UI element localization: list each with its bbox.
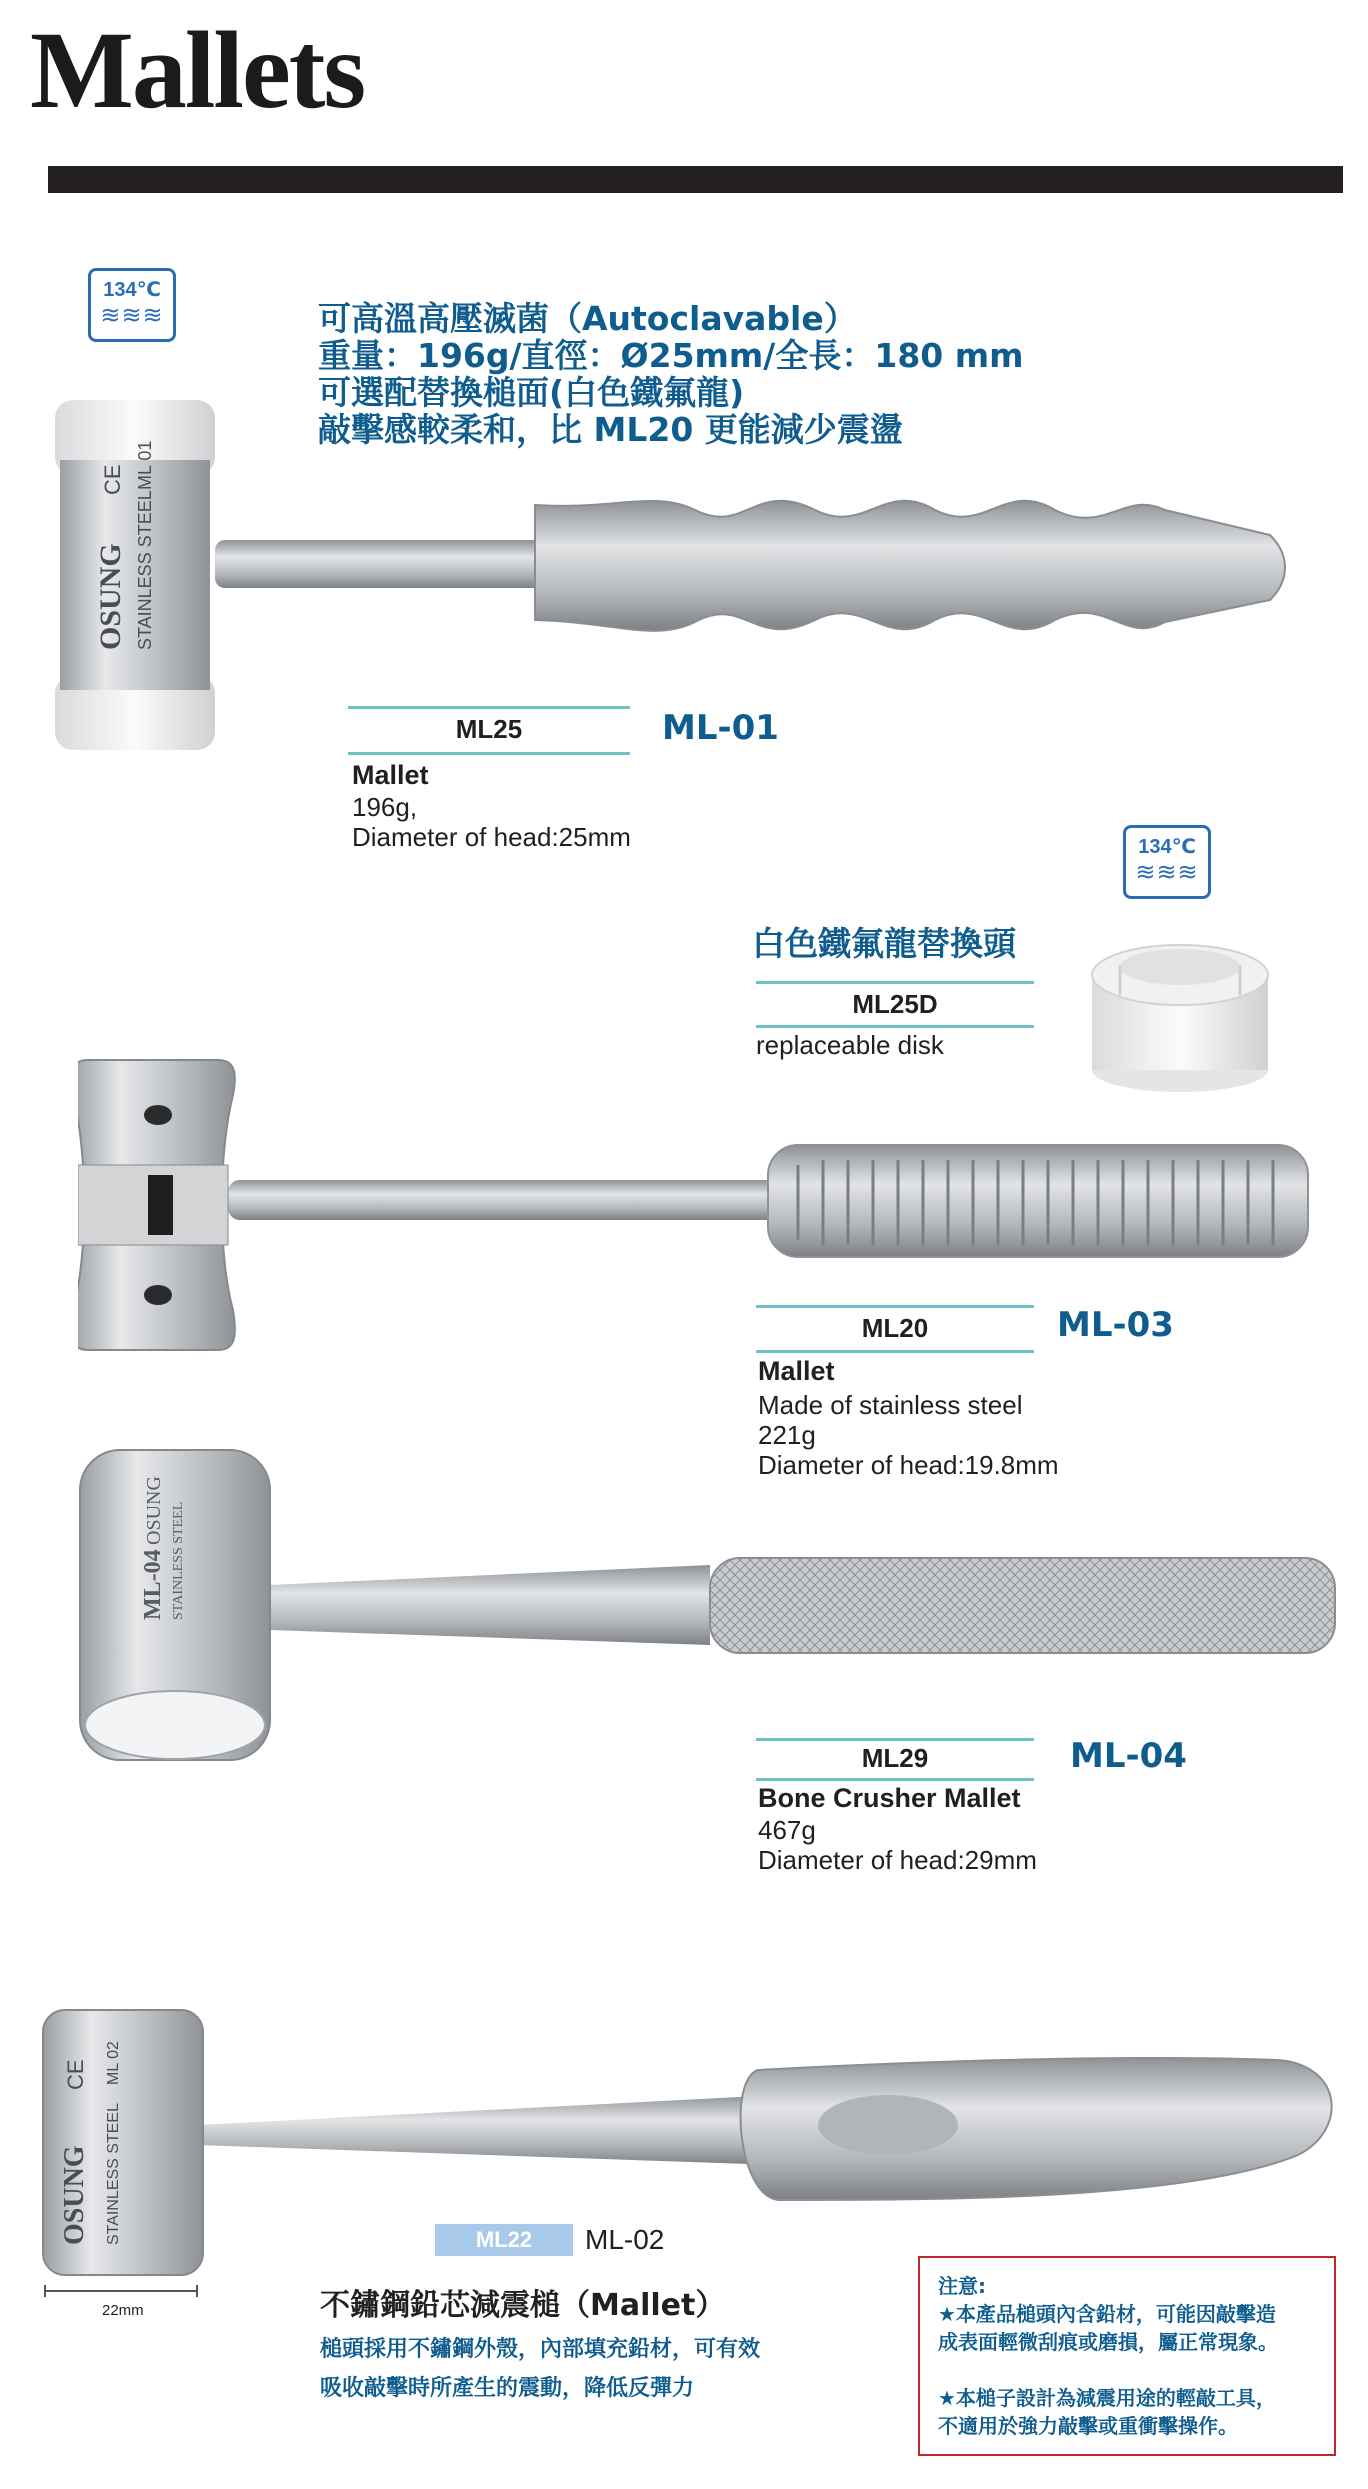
ml20-code: ML20 (861, 1313, 929, 1343)
temperature-label: 134℃ (103, 279, 161, 301)
notice-box (918, 2256, 1336, 2456)
notice-line: ★本產品槌頭內含鉛材，可能因敲擊造 (938, 2302, 1276, 2326)
engraving-brand: OSUNG (59, 2145, 90, 2245)
engraving-model: ML 02 (105, 2041, 122, 2085)
dimension-label: 22mm (102, 2302, 144, 2319)
ml20-bottom-rule (756, 1350, 1034, 1353)
notice-line: 成表面輕微刮痕或磨損，屬正常現象。 (938, 2330, 1278, 2354)
ml20-top-rule (756, 1305, 1034, 1308)
engraving-steel: STAINLESS STEEL (135, 490, 155, 650)
detail-line: Made of stainless steel (758, 1390, 1023, 1420)
detail-line: 467g (758, 1815, 816, 1845)
ml25-top-rule (348, 706, 630, 709)
engraving-model: ML 01 (135, 440, 155, 490)
ml04-mallet-image (70, 1440, 1345, 1770)
engraving-steel: STAINLESS STEEL (105, 2103, 122, 2245)
autoclave-badge-disk (1123, 825, 1211, 899)
engraving-brand: OSUNG (94, 543, 127, 650)
ml25d-bottom-rule (756, 1025, 1034, 1028)
ce-mark: CE (100, 464, 125, 495)
ml22-code: ML22 (435, 2224, 573, 2256)
spec-line: 敲擊感較柔和，比 ML20 更能減少震盪 (318, 410, 903, 449)
ml03-tag: ML-03 (1057, 1305, 1174, 1345)
steam-icon: ≋≋≋ (1135, 859, 1199, 886)
ml01-tag: ML-01 (662, 708, 779, 748)
ml04-details (758, 1815, 1037, 1875)
ml04-tag: ML-04 (1070, 1736, 1187, 1776)
ce-mark: CE (63, 2059, 88, 2090)
engraving-steel: STAINLESS STEEL (171, 1501, 186, 1620)
disk-desc: replaceable disk (756, 1030, 944, 1060)
notice-title: 注意: (938, 2274, 986, 2298)
ml01-details (352, 792, 631, 852)
page-title: Mallets (30, 9, 365, 131)
detail-line: Diameter of head:29mm (758, 1845, 1037, 1875)
ml02-chinese-desc (320, 2330, 760, 2408)
autoclave-badge (88, 268, 176, 342)
detail-line: 196g, (352, 792, 418, 822)
dimension-marker (44, 2285, 198, 2297)
detail-line: 221g (758, 1420, 816, 1450)
ml02-mallet-image (38, 2000, 1348, 2285)
steam-icon: ≋≋≋ (100, 302, 164, 329)
temperature-label: 134℃ (1138, 836, 1196, 858)
ml25d-code: ML25D (852, 989, 938, 1019)
ml25-bottom-rule (348, 752, 630, 755)
ml02-chinese-title: 不鏽鋼鉛芯減震槌（Mallet） (320, 2288, 726, 2323)
spec-line: 重量：196g/直徑：Ø25mm/全長：180 mm (318, 336, 1024, 375)
title-divider (48, 166, 1343, 193)
disk-chinese-title (752, 925, 1016, 962)
desc-line: 槌頭採用不鏽鋼外殼，內部填充鉛材，可有效 (320, 2337, 761, 2362)
desc-line: 吸收敲擊時所產生的震動，降低反彈力 (320, 2376, 695, 2401)
ml03-name: Mallet (758, 1356, 835, 1386)
ml29-bottom-rule (756, 1778, 1034, 1781)
spec-line: 可高溫高壓滅菌（Autoclavable） (318, 299, 857, 338)
ml04-name: Bone Crusher Mallet (758, 1783, 1021, 1813)
notice-line: ★本槌子設計為減震用途的輕敲工具， (938, 2386, 1276, 2410)
engraving-brand: OSUNG (143, 1476, 165, 1545)
detail-line: Diameter of head:19.8mm (758, 1450, 1059, 1480)
notice-line: 不適用於強力敲擊或重衝擊操作。 (938, 2414, 1238, 2438)
disk-title-text: 白色鐵氟龍替換頭 (752, 924, 1016, 963)
ml29-code: ML29 (861, 1743, 929, 1773)
detail-line: Diameter of head:25mm (352, 822, 631, 852)
spec-line: 可選配替換槌面(白色鐵氟龍) (318, 373, 745, 412)
ml02-tag: ML-02 (585, 2224, 665, 2255)
ml25d-top-rule (756, 981, 1034, 984)
ml25-code: ML25 (455, 714, 523, 744)
notice-spacer (938, 2356, 1316, 2384)
ml01-name: Mallet (352, 760, 429, 790)
engraving-model: ML-04 (140, 1549, 166, 1620)
ml29-top-rule (756, 1738, 1034, 1741)
